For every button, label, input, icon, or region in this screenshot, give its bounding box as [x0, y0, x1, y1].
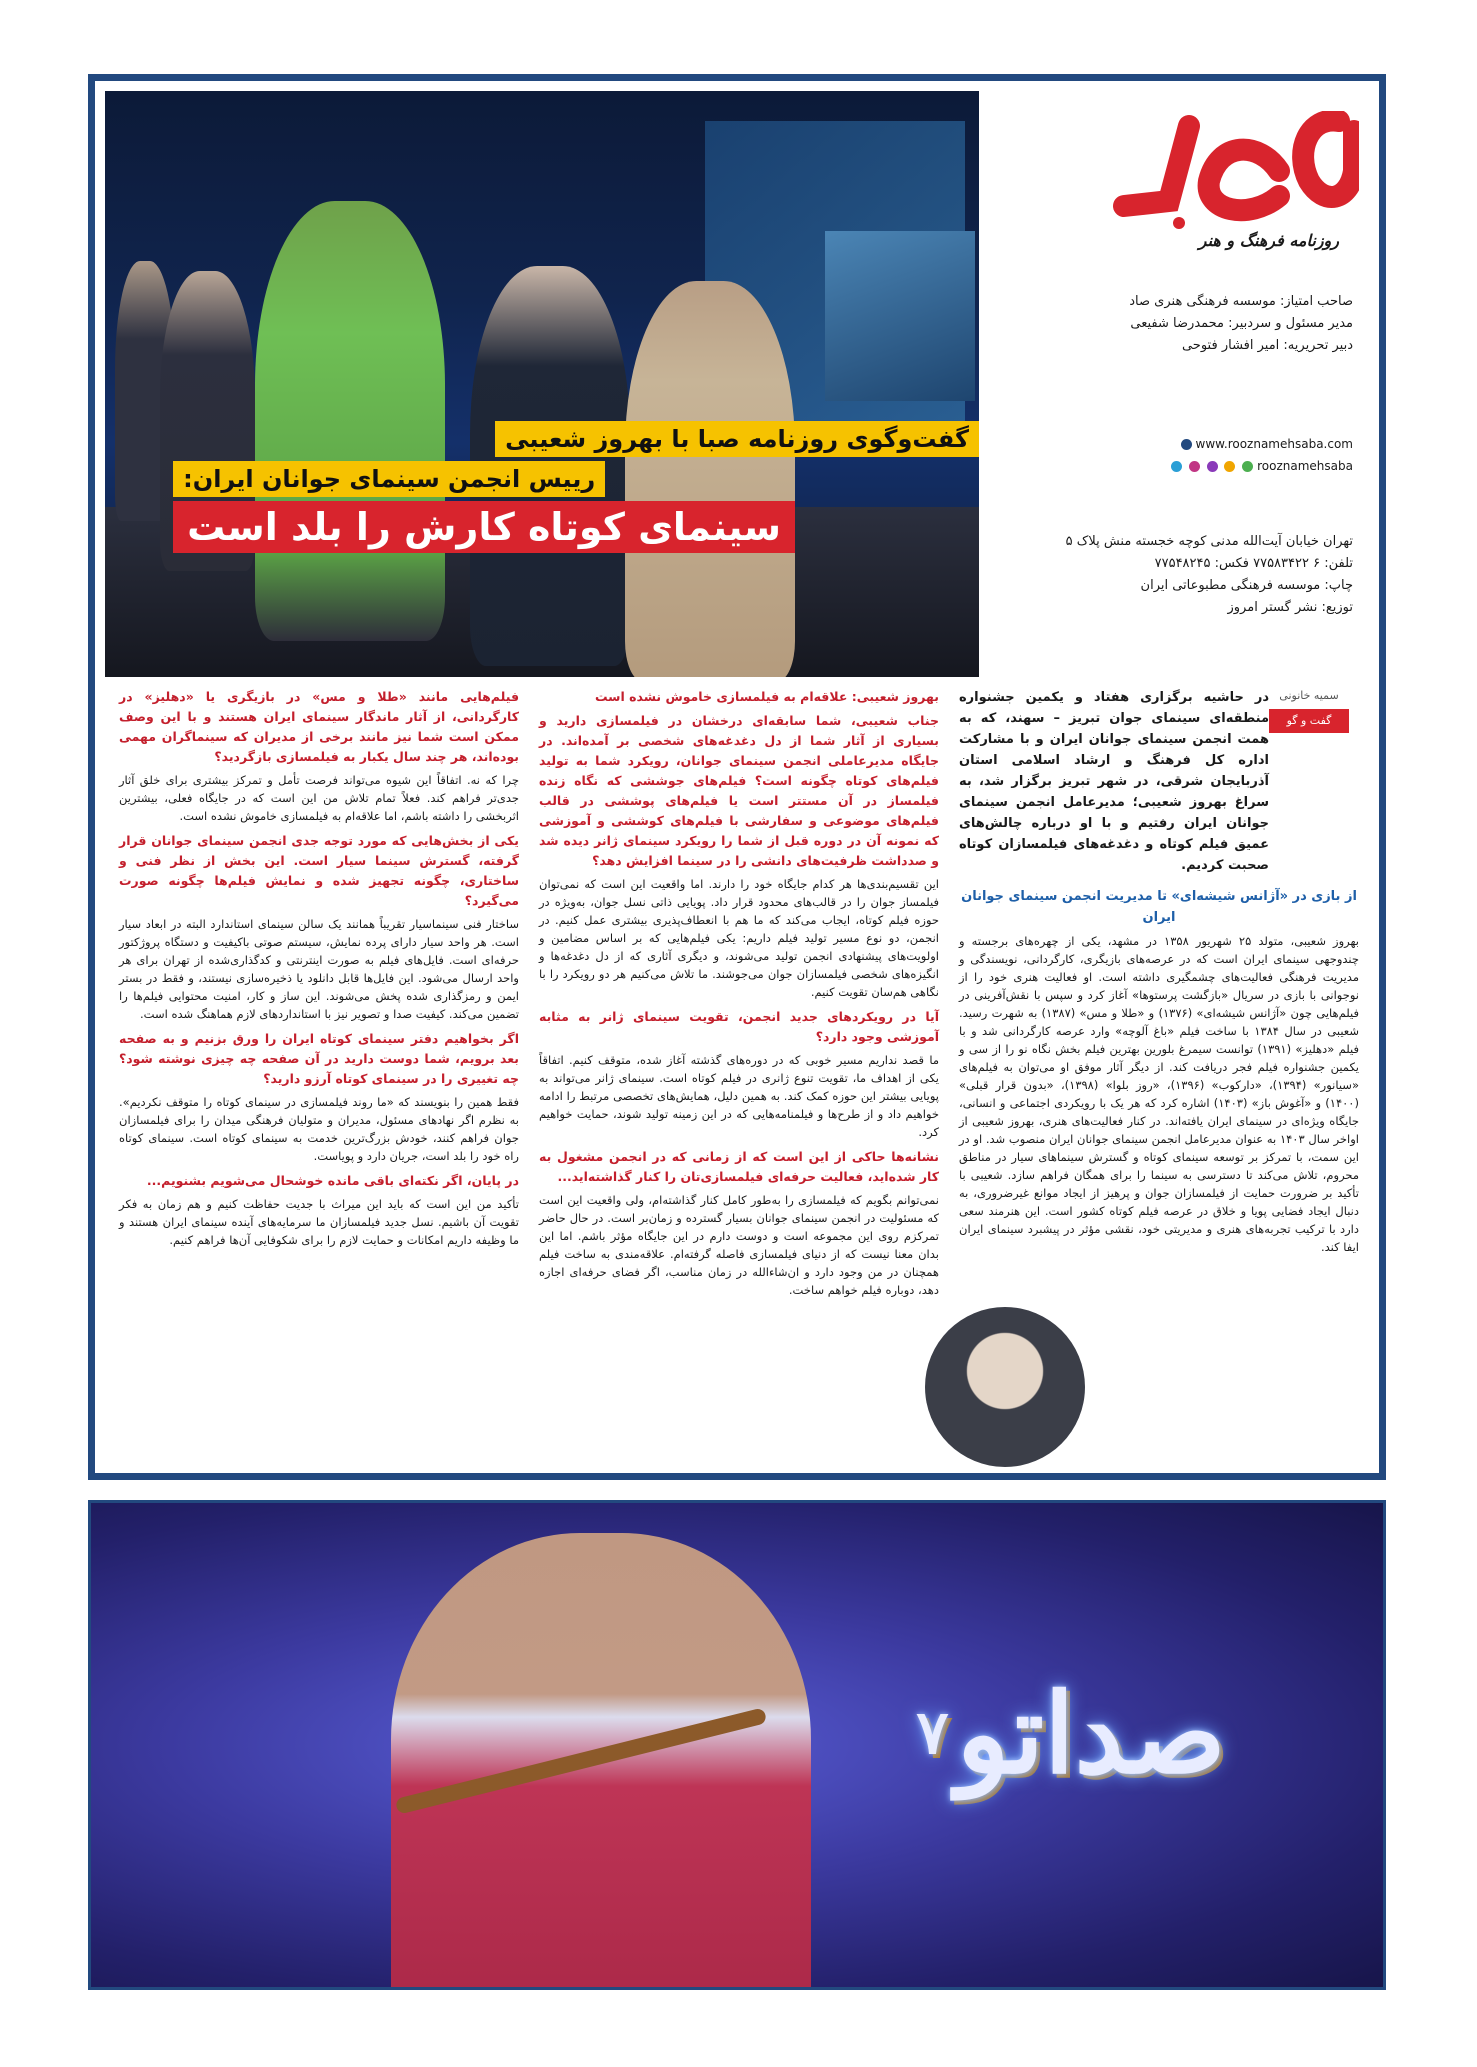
- social-row[interactable]: [1168, 455, 1353, 477]
- question: جناب شعیبی، شما سابقه‌ای درخشان در فیلمسازی دارید و بسیاری از آثار شما از دل دغدغه‌های شخصی بر آمده‌اند. در جایگاه مدیرعاملی انجمن سینمای جوانان، رویکرد شما به تولید فیلم‌های کوتاه چگونه است؟ فیلم‌های جوششی که نگاه زنده فیلمساز در آن مستتر است یا فیلم‌های پوششی در قالب فیلم‌های موضوعی و سفارشی با فیلم‌های کوششی و آموزشی که نمونه آن در دوره قبل از شما را رویکرد سینمای ژانر دیده شد و صدداشت ظرفیت‌های دانشی را در سینما افزایش دهد؟: [539, 713, 939, 868]
- lead-photo: [105, 91, 979, 677]
- question: نشانه‌ها حاکی از این است که از زمانی که در انجمن مشغول به کار شده‌اید، فعالیت حرفه‌ای فیلمسازی‌تان را کنار گذاشته‌اید...: [539, 1149, 939, 1184]
- masthead: [989, 91, 1369, 677]
- telegram-icon: [1171, 461, 1182, 472]
- globe-icon: [1181, 439, 1192, 450]
- social-handle[interactable]: rooznamehsaba: [1257, 459, 1353, 473]
- website-row[interactable]: [1168, 433, 1353, 455]
- author-box: [1269, 687, 1349, 733]
- interviewee-portrait: [925, 1307, 1085, 1467]
- question: فیلم‌هایی مانند «طلا و مس» در بازیگری یا «دهلیز» در کارگردانی، از آثار ماندگار سینمای ایران هستند و با این وصف ممکن است شما نیز مانند برخی از مدیران که سینماگران مهمی بوده‌اند، هر چند سال یکبار به فیلمسازی بازگردید؟: [119, 689, 519, 764]
- contact-links: [1168, 433, 1353, 477]
- logo-subtitle: روزنامه فرهنگ و هنر: [1198, 231, 1339, 250]
- rubika-icon: [1242, 461, 1253, 472]
- article-lead: در حاشیه برگزاری هفتاد و یکمین جشنواره منطقه‌ای سینمای جوان تبریز – سهند، که به همت انجمن سینمای جوانان ایران و با مشارکت اداره کل فرهنگ و ارشاد اسلامی استان آذربایجان شرقی، در شهر تبریز برگزار شد، به سراغ بهروز شعیبی؛ مدیرعامل انجمن سینمای جوانان ایران رفتیم و با او درباره چالش‌های عمیق فیلم کوتاه و دغدغه‌های فیلمسازان کوتاه صحبت کردیم.: [959, 690, 1269, 873]
- logo-text: صبا: [1232, 171, 1234, 172]
- stage-screen-secondary: [825, 231, 975, 401]
- question: آیا در رویکردهای جدید انجمن، تقویت سینمای ژانر به مثابه آموزشی وجود دارد؟: [539, 1009, 939, 1044]
- address-block: [1066, 531, 1353, 619]
- answer: این تقسیم‌بندی‌ها هر کدام جایگاه خود را دارند. اما واقعیت این است که نمی‌توان فیلمساز جوان را در قالب‌های محدود قرار داد. پویایی ذاتی نسل جوان، به‌ویژه در حوزه فیلم کوتاه، ایجاب می‌کند که ما هم با انعطاف‌پذیری بیشتری عمل کنیم. در انجمن، دو نوع مسیر تولید فیلم داریم: یکی فیلم‌هایی که بر اساس مضامین و اولویت‌های پیشنهادی انجمن تولید می‌شوند، و دیگری آثاری که از دل دغدغه‌ها و انگیزه‌های شخصی فیلمسازان جوان می‌جوشند. ما تلاش می‌کنیم هر دو رویکرد را با نگاهی هم‌سان تقویت کنیم.: [539, 877, 939, 999]
- bale-icon: [1224, 461, 1235, 472]
- eitaa-icon: [1207, 461, 1218, 472]
- answer: فقط همین را بنویسند که «ما روند فیلمسازی در سینمای کوتاه را متوقف نکردیم». به نظرم اگر نهادهای مسئول، مدیران و متولیان فرهنگی میدان را برای فیلمسازان جوان فراهم کنند، خودش بزرگ‌ترین خدمت به سینمای کوتاه است. سینمای کوتاه راه خود را بلد است، جریان دارد و پویاست.: [119, 1095, 519, 1163]
- print-line: چاپ: موسسه فرهنگی مطبوعاتی ایران: [1140, 578, 1353, 593]
- address-line: تهران خیابان آیت‌الله مدنی کوچه خجسته منش پلاک ۵: [1065, 534, 1353, 549]
- article-column-3: [119, 687, 519, 1255]
- article-column-1: [959, 687, 1359, 1262]
- answer: ما قصد نداریم مسیر خوبی که در دوره‌های گذشته آغاز شده، متوقف کنیم. اتفاقاً یکی از اهداف ما، تقویت تنوع ژانری در فیلم کوتاه است. سینمای ژانر می‌تواند به پویایی بیشتر این حوزه کمک کند. به همین دلیل، همایش‌های تخصصی مرتبط را ادامه خواهیم داد و از طرح‌ها و فیلمنامه‌هایی که در این زمینه تولید شوند، حمایت خواهیم کرد.: [539, 1053, 939, 1139]
- headline-line-3: سینمای کوتاه کارش را بلد است: [173, 501, 795, 553]
- article-type-badge: گفت و گو: [1269, 709, 1349, 733]
- author-name: سمیه خانونی: [1279, 689, 1339, 702]
- question: اگر بخواهیم دفتر سینمای کوتاه ایران را ورق بزنیم و به صفحه بعد برویم، شما دوست دارید در آن صفحه چه چیزی نوشته شود؟ چه تغییری را در سینمای کوتاه آرزو دارید؟: [119, 1031, 519, 1086]
- show-logo: [911, 1623, 1231, 1843]
- section-title: بهروز شعیبی: علاقه‌ام به فیلمسازی خاموش نشده است: [594, 689, 939, 704]
- imprint-line: مدیر مسئول و سردبیر: محمدرضا شفیعی: [1130, 316, 1353, 331]
- show-logo-mark: ۷: [916, 1698, 949, 1768]
- headline-line-2: رییس انجمن سینمای جوانان ایران:: [173, 461, 605, 497]
- imprint: [1129, 291, 1353, 357]
- bio-paragraph: بهروز شعیبی، متولد ۲۵ شهریور ۱۳۵۸ در مشهد، یکی از چهره‌های برجسته و چندوجهی سینمای ایران است که در عرصه‌های بازیگری، کارگردانی، نویسندگی و مدیریت فرهنگی فعالیت‌های چشمگیری داشته است. او فعالیت هنری خود را از نوجوانی با بازی در سریال «بازگشت پرستوها» آغاز کرد و سپس با نقش‌آفرینی در فیلم‌هایی چون «آژانس شیشه‌ای» (۱۳۷۶) و «طلا و مس» (۱۳۸۷) به شهرت رسید. شعیبی در سال ۱۳۸۴ با ساخت فیلم «باغ آلوچه» وارد عرصه کارگردانی شد و با فیلم «دهلیز» (۱۳۹۱) توانست سیمرغ بلورین بهترین فیلم بخش نگاه نو را از سی و یکمین جشنواره فیلم فجر دریافت کند. از دیگر آثار موفق او می‌توان به فیلم‌های «سیانور» (۱۳۹۴)، «دارکوب» (۱۳۹۶)، «روز بلوا» (۱۳۹۸)، «بدون قرار قبلی» (۱۴۰۰) و «آغوش باز» (۱۴۰۳) اشاره کرد که هر یک با رویکردی اجتماعی و انسانی، جایگاه ویژه‌ای در سینمای ایران یافته‌اند. در کنار فعالیت‌های هنری، بهروز شعیبی از اواخر سال ۱۴۰۳ به عنوان مدیرعامل انجمن سینمای جوانان ایران منصوب شد. او در این سمت، با تمرکز بر توسعه سینمای کوتاه و گسترش سینماهای سیار در مناطق محروم، تلاش می‌کند تا دسترسی به سینما را برای همگان فراهم سازد. شعیبی با تأکید بر ضرورت حمایت از فیلمسازان جوان و پرهیز از ایجاد موانع غیرضروری، به دنبال ایجاد فضایی پویا و خلاق در عرصه فیلم کوتاه کشور است. این هنرمند سعی دارد با ترکیب تجربه‌های هنری و مدیریتی خود، نقشی مؤثر در پیشبرد سینمای ایران ایفا کند.: [959, 934, 1360, 1254]
- phone-line: تلفن: ۶ ۷۷۵۸۳۴۲۲ فکس: ۷۷۵۴۸۲۴۵: [1154, 556, 1353, 571]
- answer: چرا که نه. اتفاقاً این شیوه می‌تواند فرصت تأمل و تمرکز بیشتری برای خلق آثار جدی‌تر فراهم کند. فعلاً تمام تلاش من این است که در جایگاه فعلی، بیشترین اثربخشی را داشته باشم، اما علاقه‌ام به فیلمسازی خاموش نشده است.: [119, 773, 519, 823]
- page-frame: [88, 74, 1386, 1480]
- imprint-line: دبیر تحریریه: امیر افشار فتوحی: [1181, 338, 1353, 353]
- answer: نمی‌توانم بگویم که فیلمسازی را به‌طور کامل کنار گذاشته‌ام، ولی واقعیت این است که مسئولیت در انجمن سینمای جوانان بسیار گسترده و زمان‌بر است. در حال حاضر تمرکزم روی این مجموعه است و دوست دارم در این جایگاه مؤثر باشم. اما این بدان معنا نیست که از دنیای فیلمسازی فاصله گرفته‌ام. علاقه‌مندی به ساخت فیلم همچنان در من وجود دارد و ان‌شاءالله در زمان مناسب، اگر فضای حرفه‌ای اجازه دهد، دوباره فیلم خواهم ساخت.: [539, 1193, 939, 1297]
- distribution-line: توزیع: نشر گستر امروز: [1227, 600, 1353, 615]
- question: یکی از بخش‌هایی که مورد توجه جدی انجمن سینمای جوانان قرار گرفته، گسترش سینما سیار است. این بخش از نظر فنی و ساختاری، چگونه تجهیز شده و نمایش فیلم‌ها چگونه صورت می‌گیرد؟: [119, 833, 519, 908]
- article-body: [105, 687, 1369, 1467]
- article-column-2: [539, 687, 939, 1305]
- show-logo-text: صداتو: [956, 1668, 1226, 1798]
- bio-subhead: از بازی در «آژانس شیشه‌ای» تا مدیریت انجمن سینمای جوانان ایران: [961, 889, 1357, 925]
- headline-block: [173, 421, 979, 553]
- website-link[interactable]: www.rooznamehsaba.com: [1195, 437, 1353, 451]
- question: در پایان، اگر نکته‌ای باقی مانده خوشحال می‌شویم بشنویم...: [146, 1173, 519, 1188]
- headline-line-1: گفت‌وگوی روزنامه صبا با بهروز شعیبی: [495, 421, 979, 457]
- answer: تأکید من این است که باید این میراث با جدیت حفاظت کنیم و هم زمان به فکر تقویت آن باشیم. نسل جدید فیلمسازان ما سرمایه‌های آینده سینمای ایران هستند و ما وظیفه داریم امکانات و حمایت لازم را برای شکوفایی آن‌ها فراهم کنیم.: [119, 1197, 519, 1247]
- instagram-icon: [1189, 461, 1200, 472]
- saba-logo: [1109, 111, 1359, 231]
- imprint-line: صاحب امتیاز: موسسه فرهنگی هنری صاد: [1129, 294, 1353, 309]
- advertisement-banner[interactable]: [88, 1500, 1386, 1990]
- answer: ساختار فنی سینماسیار تقریباً همانند یک سالن سینمای استاندارد البته در ابعاد سیار است. هر واحد سیار دارای پرده نمایش، سیستم صوتی باکیفیت و دستگاه پروژکتور حرفه‌ای است. فایل‌های فیلم به صورت اینترنتی و کدگذاری‌شده از تهران برای هر واحد ارسال می‌شود. این فایل‌ها قابل دانلود یا ذخیره‌سازی نیستند، و فقط در بستر ایمن و رمزگذاری شده پخش می‌شوند. این ساز و کار، امنیت محتوایی فیلم‌ها را تضمین می‌کند. کیفیت صدا و تصویر نیز با استانداردهای لازم هماهنگ شده است.: [119, 917, 519, 1021]
